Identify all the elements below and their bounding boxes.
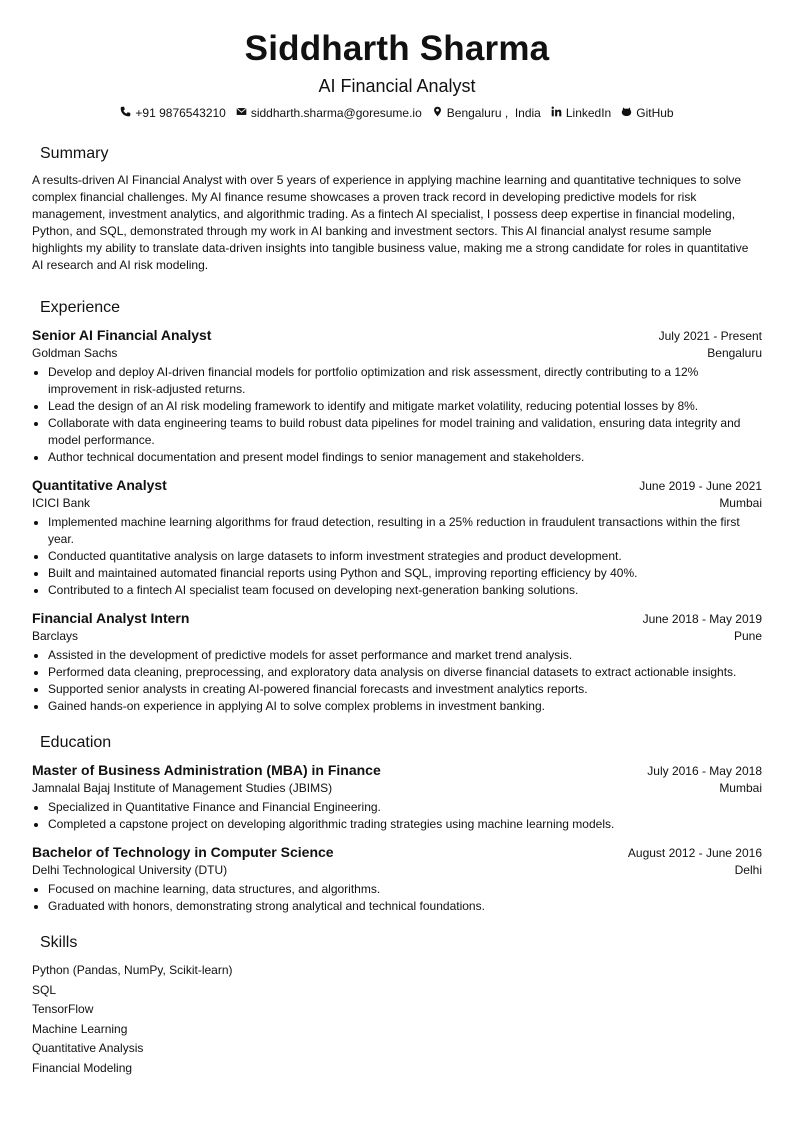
linkedin-link[interactable]: LinkedIn (565, 106, 612, 120)
experience-heading: Experience (40, 299, 121, 316)
experience-sub-row (32, 628, 762, 644)
location-pin-icon (432, 106, 443, 120)
experience-bullets (32, 514, 762, 599)
experience-title: Quantitative Analyst (32, 477, 167, 493)
bullet-item: • Gained hands-on experience in applying AI to solve complex problems in investment banking. (48, 698, 762, 715)
education-heading: Education (40, 734, 112, 751)
bullet-item: • Conducted quantitative analysis on large datasets to inform investment strategies and product development. (48, 548, 762, 565)
linkedin-icon (551, 106, 562, 120)
education-header-row (32, 761, 762, 779)
education-location: Mumbai (719, 781, 762, 795)
skill-item: Machine Learning (32, 1021, 128, 1036)
bullet-item: • Develop and deploy AI-driven financial models for portfolio optimization and risk assessment, directly contributing to a 12% improvement in risk-adjusted returns. (48, 364, 762, 398)
education-title: Bachelor of Technology in Computer Science (32, 844, 334, 860)
contact-location (432, 106, 541, 120)
location-text: Bengaluru , India (446, 106, 541, 120)
experience-title: Senior AI Financial Analyst (32, 327, 212, 343)
skill-item: TensorFlow (32, 1002, 94, 1016)
contact-bar (32, 106, 762, 120)
experience-sub-row (32, 345, 762, 361)
experience-organization: ICICI Bank (32, 496, 91, 510)
experience-header-row (32, 476, 762, 494)
bullet-item: • Built and maintained automated financial reports using Python and SQL, improving reporting efficiency by 40%. (48, 565, 762, 582)
mail-icon (236, 106, 247, 120)
contact-email[interactable] (236, 106, 422, 120)
skills-heading: Skills (40, 934, 78, 951)
bullet-item: • Implemented machine learning algorithms for fraud detection, resulting in a 25% reduction in fraudulent transactions within the first year. (48, 514, 762, 548)
education-sub-row (32, 862, 762, 878)
github-link[interactable]: GitHub (636, 106, 674, 120)
education-list (32, 761, 762, 915)
skill-item: Python (Pandas, NumPy, Scikit-learn) (32, 963, 233, 977)
education-date: July 2016 - May 2018 (647, 764, 762, 778)
bullet-item: • Completed a capstone project on developing algorithmic trading strategies using machine learning models. (48, 816, 762, 833)
summary-text: A results-driven AI Financial Analyst with over 5 years of experience in applying machine learning and quantitative techniques to solve complex financial challenges. My AI finance resume showcases a proven track record in developing predictive models for risk management, investment analytics, and algorithmic trading. As a fintech AI specialist, I possess deep expertise in financial modeling, Python, and SQL, demonstrated through my work in AI banking and investment sectors. This AI financial analyst resume sample highlights my ability to translate data-driven insights into tangible business value, making me a strong candidate for roles in quantitative AI research and AI risk modeling. (32, 173, 749, 272)
bullet-item: • Graduated with honors, demonstrating strong analytical and technical foundations. (48, 898, 762, 915)
experience-entry (32, 326, 762, 466)
skill-item: Financial Modeling (32, 1060, 133, 1075)
contact-github[interactable] (621, 106, 673, 120)
bullet-item: • Focused on machine learning, data structures, and algorithms. (48, 881, 762, 898)
education-date: August 2012 - June 2016 (627, 846, 762, 860)
experience-location: Pune (733, 629, 762, 643)
experience-header-row (32, 609, 762, 627)
experience-date: June 2019 - June 2021 (639, 479, 762, 493)
education-entry (32, 843, 762, 915)
education-bullets (32, 881, 762, 915)
experience-organization: Barclays (32, 629, 79, 643)
bullet-item: • Specialized in Quantitative Finance and Financial Engineering. (48, 799, 762, 816)
education-organization: Jamnalal Bajaj Institute of Management Studies (JBIMS) (32, 781, 333, 795)
experience-bullets (32, 364, 762, 466)
skill-item: SQL (32, 982, 57, 997)
bullet-item: • Assisted in the development of predictive models for asset performance and market trend analysis. (48, 647, 762, 664)
education-organization: Delhi Technological University (DTU) (32, 863, 228, 877)
experience-location: Bengaluru (707, 346, 762, 360)
bullet-item: • Contributed to a fintech AI specialist team focused on developing next-generation banking solutions. (48, 582, 762, 599)
bullet-item: • Author technical documentation and present model findings to senior management and stakeholders. (48, 449, 762, 466)
experience-title: Financial Analyst Intern (32, 610, 190, 626)
experience-date: June 2018 - May 2019 (642, 612, 762, 626)
experience-entry (32, 476, 762, 599)
bullet-item: • Collaborate with data engineering teams to build robust data pipelines for model training and validation, ensuring data integrity and model performance. (48, 415, 762, 449)
bullet-item: • Performed data cleaning, preprocessing, and exploratory data analysis on diverse financial datasets to extract actionable insights. (48, 664, 762, 681)
experience-sub-row (32, 495, 762, 511)
experience-bullets (32, 647, 762, 715)
education-title: Master of Business Administration (MBA) in Finance (32, 762, 381, 778)
education-location: Delhi (734, 863, 762, 877)
phone-icon (120, 106, 131, 120)
education-bullets (32, 799, 762, 833)
summary-heading: Summary (40, 145, 109, 162)
experience-location: Mumbai (719, 496, 762, 510)
bullet-item: • Supported senior analysts in creating AI-powered financial forecasts and investment analytics reports. (48, 681, 762, 698)
candidate-name: Siddharth Sharma (244, 29, 550, 68)
experience-header-row (32, 326, 762, 344)
experience-date: July 2021 - Present (658, 329, 762, 343)
education-header-row (32, 843, 762, 861)
experience-organization: Goldman Sachs (32, 346, 118, 360)
skill-item: Quantitative Analysis (32, 1041, 144, 1055)
contact-linkedin[interactable] (551, 106, 611, 120)
experience-list (32, 326, 762, 715)
contact-phone (120, 106, 225, 120)
experience-entry (32, 609, 762, 715)
candidate-title: AI Financial Analyst (318, 76, 476, 96)
education-entry (32, 761, 762, 833)
email-text[interactable]: siddharth.sharma@goresume.io (250, 106, 422, 120)
github-icon (621, 106, 632, 120)
skills-list (32, 961, 762, 1078)
bullet-item: • Lead the design of an AI risk modeling framework to identify and mitigate market volatility, reducing potential losses by 8%. (48, 398, 762, 415)
education-sub-row (32, 780, 762, 796)
phone-text: +91 9876543210 (135, 106, 226, 120)
